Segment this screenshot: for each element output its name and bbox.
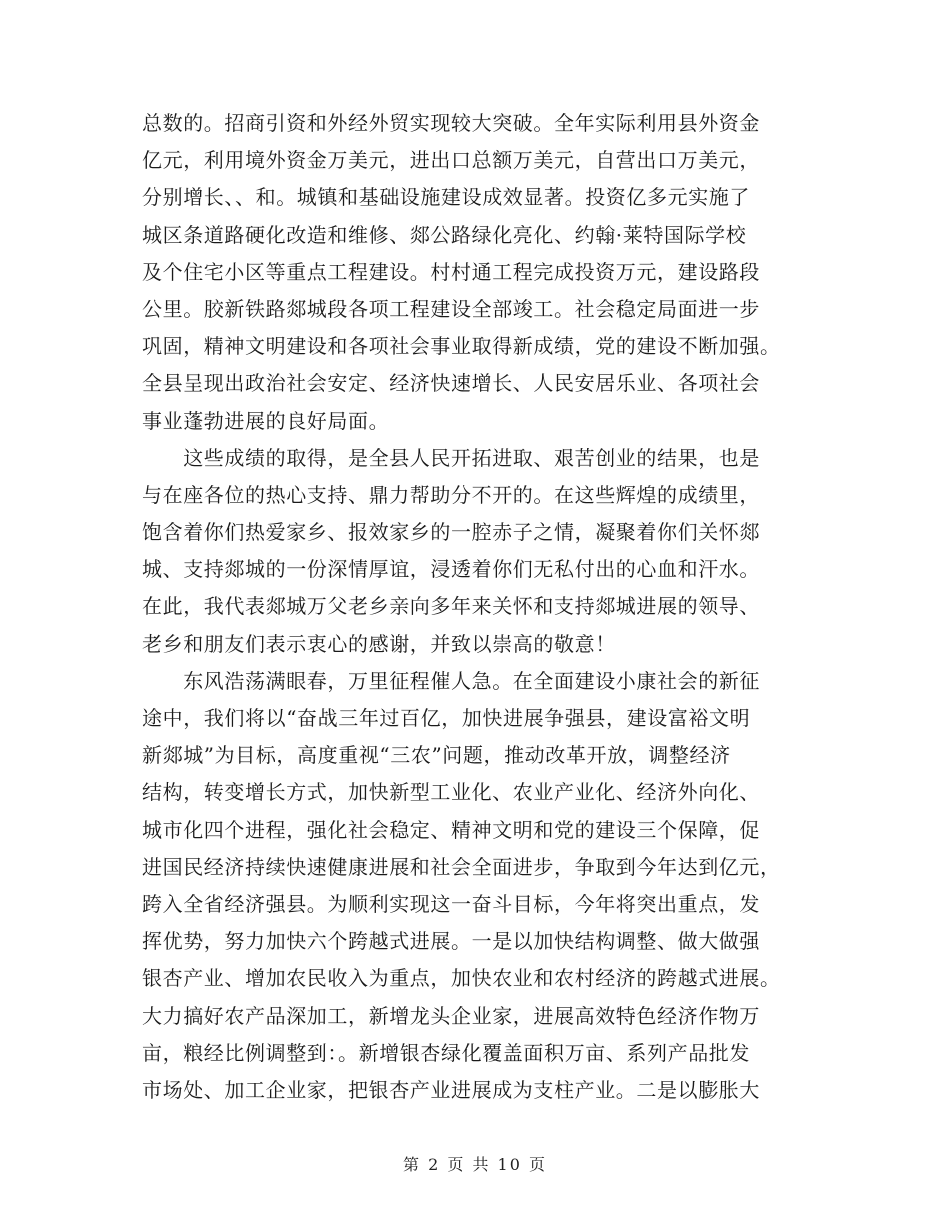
text-line: 跨入全省经济强县。为顺利实现这一奋斗目标，今年将突出重点，发 — [142, 891, 760, 916]
text-line: 城市化四个进程，强化社会稳定、精神文明和党的建设三个保障，促 — [142, 817, 760, 842]
text-line: 及个住宅小区等重点工程建设。村村通工程完成投资万元，建设路段 — [142, 259, 760, 284]
text-line: 总数的。招商引资和外经外贸实现较大突破。全年实际利用县外资金 — [142, 111, 760, 135]
text-line: 全县呈现出政治社会安定、经济快速增长、人民安居乐业、各项社会 — [142, 371, 760, 396]
text-line: 饱含着你们热爱家乡、报效家乡的一腔赤子之情，凝聚着你们关怀郯 — [142, 520, 760, 545]
text-line: 银杏产业、增加农民收入为重点，加快农业和农村经济的跨越式进展。 — [142, 966, 781, 991]
text-line: 这些成绩的取得，是全县人民开拓进取、艰苦创业的结果，也是 — [142, 445, 760, 470]
text-line: 进国民经济持续快速健康进展和社会全面进步，争取到今年达到亿元， — [142, 854, 781, 879]
text-line: 大力搞好农产品深加工，新增龙头企业家，进展高效特色经济作物万 — [142, 1003, 760, 1028]
document-body — [142, 105, 802, 1109]
text-line: 城区条道路硬化改造和维修、郯公路绿化亮化、约翰·莱特国际学校 — [142, 222, 747, 247]
text-line: 城、支持郯城的一份深情厚谊，浸透着你们无私付出的心血和汗水。 — [142, 557, 760, 582]
page-footer: 第 2 页 共 10 页 — [403, 1155, 547, 1174]
text-line: 东风浩荡满眼春，万里征程催人急。在全面建设小康社会的新征 — [142, 668, 760, 693]
text-line: 公里。胶新铁路郯城段各项工程建设全部竣工。社会稳定局面进一步 — [142, 296, 760, 321]
text-line: 老乡和朋友们表示衷心的感谢，并致以崇高的敬意！ — [142, 631, 616, 656]
text-line: 新郯城”为目标，高度重视“三农”问题，推动改革开放，调整经济 — [142, 743, 731, 768]
text-line: 途中，我们将以“奋战三年过百亿，加快进展争强县，建设富裕文明 — [142, 706, 751, 730]
text-line: 巩固，精神文明建设和各项社会事业取得新成绩，党的建设不断加强。 — [142, 334, 781, 359]
text-line: 结构，转变增长方式，加快新型工业化、农业产业化、经济外向化、 — [142, 780, 760, 805]
text-line: 与在座各位的热心支持、鼎力帮助分不开的。在这些辉煌的成绩里， — [142, 482, 760, 507]
text-line: 在此，我代表郯城万父老乡亲向多年来关怀和支持郯城进展的领导、 — [142, 594, 760, 619]
text-line: 市场处、加工企业家，把银杏产业进展成为支柱产业。二是以膨胀大 — [142, 1077, 760, 1102]
text-line: 事业蓬勃进展的良好局面。 — [142, 408, 390, 433]
text-line: 亿元，利用境外资金万美元，进出口总额万美元，自营出口万美元， — [142, 148, 760, 173]
text-line: 分别增长、、和。城镇和基础设施建设成效显著。投资亿多元实施了 — [142, 185, 750, 210]
text-line: 挥优势，努力加快六个跨越式进展。一是以加快结构调整、做大做强 — [142, 929, 760, 954]
text-line: 亩，粮经比例调整到：。新增银杏绿化覆盖面积万亩、系列产品批发 — [142, 1040, 750, 1065]
